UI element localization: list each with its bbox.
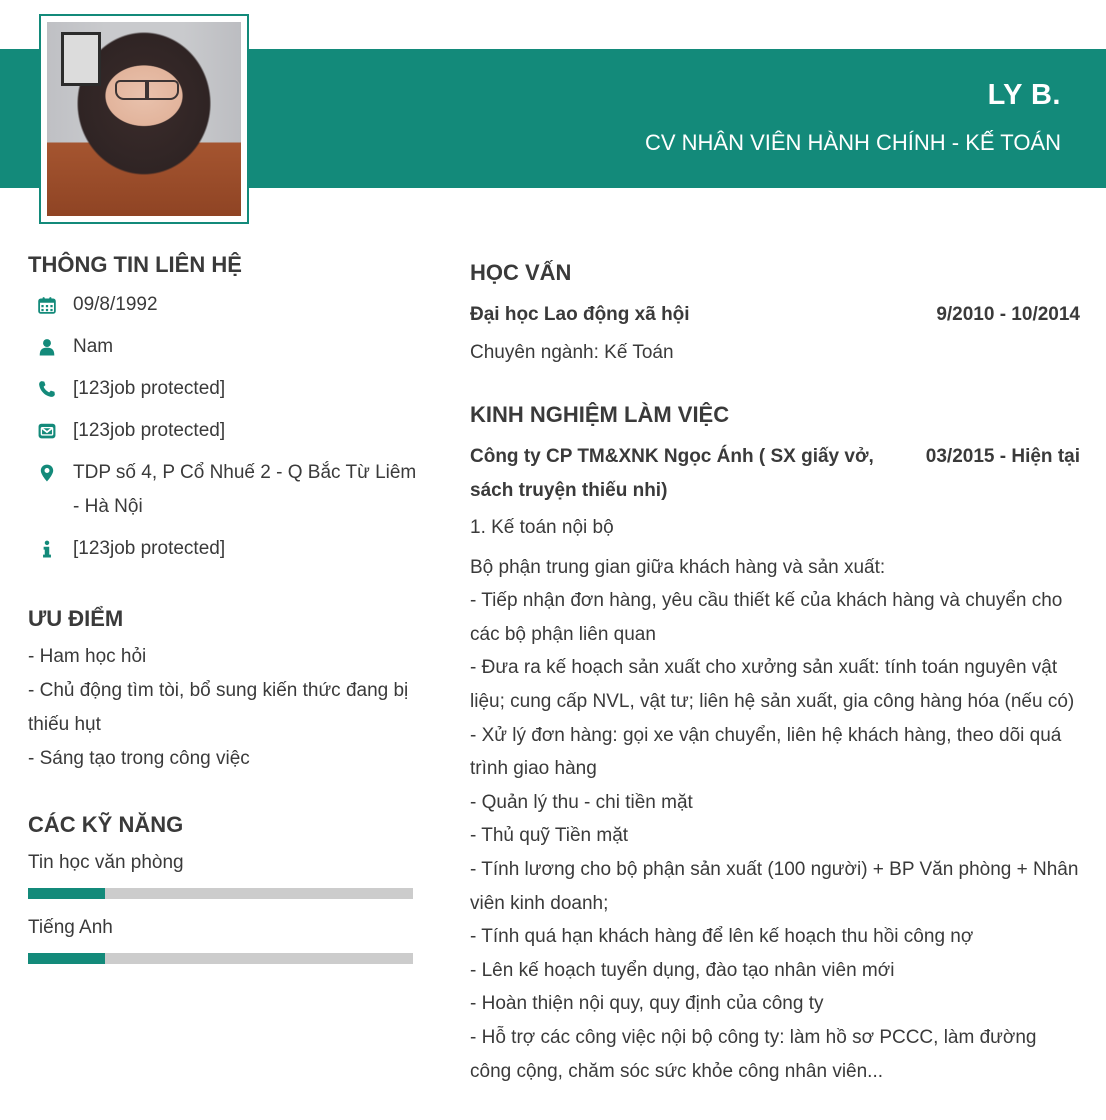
- experience-section: [470, 402, 1080, 1088]
- gender-value: Nam: [73, 336, 114, 357]
- strength-line: - Ham học hỏi: [28, 646, 147, 667]
- experience-line: - Quản lý thu - chi tiền mặt: [470, 791, 693, 813]
- info-icon: [28, 532, 73, 558]
- birthday-value: 09/8/1992: [73, 294, 158, 315]
- skill-item: [28, 848, 423, 899]
- skill-item: [28, 913, 423, 964]
- envelope-icon: [28, 414, 73, 440]
- experience-line: - Hỗ trợ các công việc nội bộ công ty: làm hồ sơ PCCC, làm đường công cộng, chăm sóc sức khỏe công nhân viên...: [470, 1026, 1037, 1082]
- education-section: [470, 260, 1080, 370]
- photo-glasses: [115, 80, 179, 100]
- company-name: Công ty CP TM&XNK Ngọc Ánh ( SX giấy vở, sách truyện thiếu nhi): [470, 446, 874, 501]
- strengths-body: [28, 640, 423, 776]
- education-period: 9/2010 - 10/2014: [936, 304, 1080, 325]
- contact-list: [28, 288, 423, 566]
- contact-section: [28, 252, 423, 566]
- experience-line: - Tiếp nhận đơn hàng, yêu cầu thiết kế của khách hàng và chuyển cho các bộ phận liên quan: [470, 590, 1063, 645]
- profile-photo: [47, 22, 241, 216]
- profile-photo-frame: [39, 14, 249, 224]
- left-column: [28, 252, 423, 978]
- candidate-name: LY B.: [987, 79, 1061, 111]
- contact-item-phone: [28, 372, 423, 406]
- photo-background-picture: [61, 32, 101, 86]
- strengths-section: [28, 606, 423, 776]
- phone-icon: [28, 372, 73, 398]
- contact-item-gender: [28, 330, 423, 364]
- cv-job-title: CV NHÂN VIÊN HÀNH CHÍNH - KẾ TOÁN: [644, 130, 1061, 155]
- experience-role: 1. Kế toán nội bộ: [470, 517, 614, 538]
- experience-line: - Tính lương cho bộ phận sản xuất (100 người) + BP Văn phòng + Nhân viên kinh doanh;: [470, 858, 1079, 914]
- school-name: Đại học Lao động xã hội: [470, 304, 690, 325]
- contact-item-email: [28, 414, 423, 448]
- map-marker-icon: [28, 456, 73, 482]
- education-header: [470, 300, 1080, 330]
- phone-value: [123job protected]: [73, 378, 226, 399]
- skills-section: [28, 812, 423, 964]
- address-value: TDP số 4, P Cổ Nhuế 2 - Q Bắc Từ Liêm - Hà Nội: [73, 462, 417, 517]
- experience-header: [470, 440, 1080, 508]
- skill-progress-fill: [28, 888, 105, 899]
- contact-item-info: [28, 532, 423, 566]
- calendar-icon: [28, 288, 73, 314]
- email-value: [123job protected]: [73, 420, 226, 441]
- contact-item-birthday: [28, 288, 423, 322]
- experience-section-title: KINH NGHIỆM LÀM VIỆC: [470, 402, 730, 427]
- experience-line: - Tính quá hạn khách hàng để lên kế hoạch thu hồi công nợ: [470, 926, 974, 948]
- experience-line: - Thủ quỹ Tiền mặt: [470, 825, 629, 847]
- education-major: Chuyên ngành: Kế Toán: [470, 342, 674, 363]
- skill-label: Tin học văn phòng: [28, 852, 184, 873]
- strengths-section-title: ƯU ĐIỂM: [28, 606, 124, 631]
- experience-body: [470, 511, 1080, 1088]
- skill-progress-bar: [28, 953, 413, 964]
- experience-period: 03/2015 - Hiện tại: [925, 446, 1080, 467]
- strength-line: - Chủ động tìm tòi, bổ sung kiến thức đang bị thiếu hụt: [28, 680, 409, 735]
- skill-progress-fill: [28, 953, 105, 964]
- contact-section-title: THÔNG TIN LIÊN HỆ: [28, 252, 242, 277]
- experience-line: - Hoàn thiện nội quy, quy định của công ty: [470, 993, 824, 1015]
- skills-section-title: CÁC KỸ NĂNG: [28, 812, 184, 837]
- experience-line: - Xử lý đơn hàng: gọi xe vận chuyển, liên hệ khách hàng, theo dõi quá trình giao hàng: [470, 724, 1062, 780]
- experience-line: - Đưa ra kế hoạch sản xuất cho xưởng sản xuất: tính toán nguyên vật liệu; cung cấp NVL, vật tư; liên hệ sản xuất, gia công hàng hóa (nếu có): [470, 657, 1075, 712]
- user-icon: [28, 330, 73, 356]
- skill-label: Tiếng Anh: [28, 917, 113, 938]
- strength-line: - Sáng tạo trong công việc: [28, 748, 250, 769]
- contact-item-address: [28, 456, 423, 524]
- skill-progress-bar: [28, 888, 413, 899]
- right-column: [470, 260, 1080, 1088]
- info-value: [123job protected]: [73, 538, 226, 559]
- experience-line: - Lên kế hoạch tuyển dụng, đào tạo nhân viên mới: [470, 959, 895, 981]
- experience-line: Bộ phận trung gian giữa khách hàng và sản xuất:: [470, 556, 886, 578]
- education-section-title: HỌC VẤN: [470, 260, 572, 285]
